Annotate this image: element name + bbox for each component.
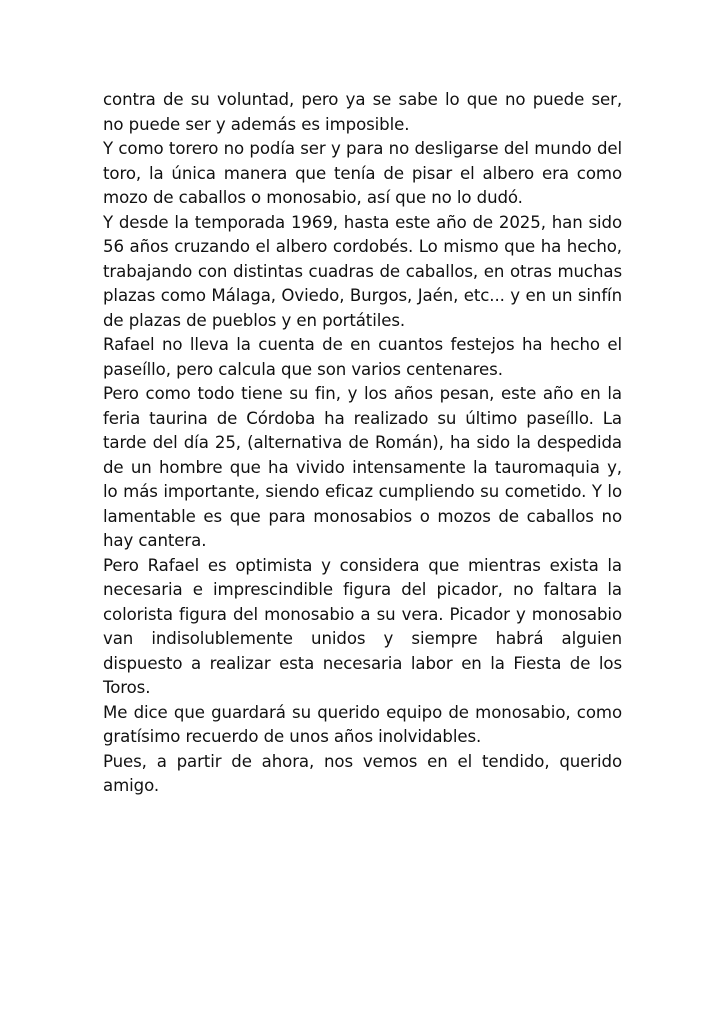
paragraph: Pero Rafael es optimista y considera que mientras exista la necesaria e imprescindible figura del picador, no faltara la colorista figura del monosabio a su vera. Picador y monosabio van indisolublemente unidos y siempre habrá alguien dispuesto a realizar esta necesaria labor en la Fiesta de los Toros. <box>103 555 622 697</box>
paragraph: Pero como todo tiene su fin, y los años pesan, este año en la feria taurina de Córdoba ha realizado su último paseíllo. La tarde del día 25, (alternativa de Román), ha sido la despedida de un hombre que ha vivido intensamente la tauromaquia y, lo más importante, siendo eficaz cumpliendo su cometido. Y lo lamentable es que para monosabios o mozos de caballos no hay cantera. <box>103 384 622 550</box>
paragraph: contra de su voluntad, pero ya se sabe lo que no puede ser, no puede ser y además es imposible. <box>103 90 622 134</box>
paragraph: Me dice que guardará su querido equipo de monosabio, como gratísimo recuerdo de unos años inolvidables. <box>103 702 622 746</box>
paragraph: Pues, a partir de ahora, nos vemos en el tendido, querido amigo. <box>103 751 622 795</box>
paragraph: Y como torero no podía ser y para no desligarse del mundo del toro, la única manera que tenía de pisar el albero era como mozo de caballos o monosabio, así que no lo dudó. <box>103 139 622 207</box>
paragraph: Y desde la temporada 1969, hasta este año de 2025, han sido 56 años cruzando el albero cordobés. Lo mismo que ha hecho, trabajando con distintas cuadras de caballos, en otras muchas plazas como Málaga, Oviedo, Burgos, Jaén, etc... y en un sinfín de plazas de pueblos y en portátiles. <box>103 212 622 330</box>
document-page <box>103 88 622 799</box>
paragraph: Rafael no lleva la cuenta de en cuantos festejos ha hecho el paseíllo, pero calcula que son varios centenares. <box>103 335 622 379</box>
